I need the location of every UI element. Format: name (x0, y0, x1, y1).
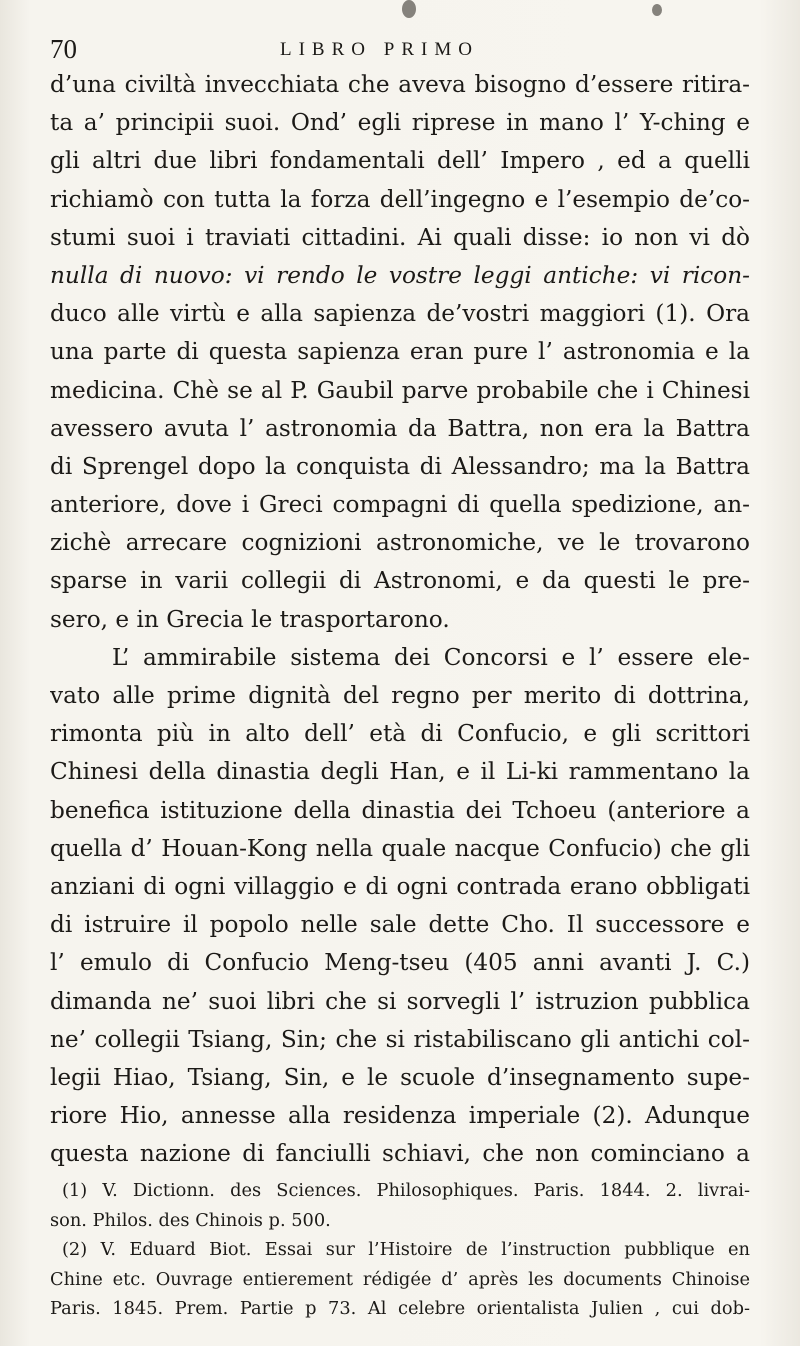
text-line: stumi suoi i traviati cittadini. Ai quali disse: io non vi dò (50, 223, 750, 251)
text-line: zichè arrecare cognizioni astronomiche, ve le trovarono (50, 529, 750, 557)
footnote-line: Chine etc. Ouvrage entierement rédigée d’ après les documents Chinoise (50, 1268, 750, 1290)
text-line: sparse in varii collegii di Astronomi, e da questi le pre- (50, 567, 750, 595)
text-line: sero, e in Grecia le trasportarono. (50, 605, 450, 633)
text-line: ne’ collegii Tsiang, Sin; che si ristabiliscano gli antichi col- (50, 1025, 750, 1053)
text-line: Chinesi della dinastia degli Han, e il Li-ki rammentano la (50, 758, 750, 786)
footnote-line: (2) V. Eduard Biot. Essai sur l’Histoire de l’instruction pubblique en (62, 1239, 750, 1260)
footnotes (50, 1176, 750, 1324)
text-line: di istruire il popolo nelle sale dette Cho. Il successore e (50, 911, 750, 939)
text-line: riore Hio, annesse alla residenza imperiale (2). Adunque (50, 1102, 750, 1130)
footnote-separator (50, 1160, 750, 1161)
text-line: duco alle virtù e alla sapienza de’vostri maggiori (1). Ora (50, 300, 750, 328)
page-number: 70 (50, 34, 77, 64)
text-line: questa nazione di fanciulli schiavi, che non cominciano a (50, 1140, 750, 1168)
main-text (50, 66, 750, 1173)
text-line: benefica istituzione della dinastia dei Tchoeu (anteriore a (50, 796, 750, 824)
text-line: rimonta più in alto dell’ età di Confucio, e gli scrittori (50, 720, 750, 748)
footnote-line: (1) V. Dictionn. des Sciences. Philosophiques. Paris. 1844. 2. livrai- (62, 1180, 750, 1201)
footnote-line: Paris. 1845. Prem. Partie p 73. Al celebre orientalista Julien , cui dob- (50, 1298, 750, 1319)
text-line: d’una civiltà invecchiata che aveva bisogno d’essere ritira- (50, 71, 750, 98)
text-line: una parte di questa sapienza eran pure l’ astronomia e la (50, 338, 750, 366)
text-line: di Sprengel dopo la conquista di Alessandro; ma la Battra (50, 452, 750, 480)
text-line: ta a’ principii suoi. Ond’ egli riprese in mano l’ Y-ching e (50, 109, 750, 137)
text-line: gli altri due libri fondamentali dell’ Impero , ed a quelli (50, 147, 750, 175)
text-line: quella d’ Houan-Kong nella quale nacque Confucio) che gli (50, 834, 750, 862)
ink-smudge (652, 4, 662, 16)
text-line: avessero avuta l’ astronomia da Battra, non era la Battra (50, 414, 750, 442)
footnote-line: son. Philos. des Chinois p. 500. (50, 1209, 331, 1231)
text-line: vato alle prime dignità del regno per merito di dottrina, (50, 682, 750, 709)
running-head: LIBRO PRIMO (280, 39, 479, 60)
text-line: medicina. Chè se al P. Gaubil parve probabile che i Chinesi (50, 376, 750, 404)
text-line: legii Hiao, Tsiang, Sin, e le scuole d’insegnamento supe- (50, 1063, 750, 1091)
text-line: richiamò con tutta la forza dell’ingegno e l’esempio de’co- (50, 185, 750, 213)
text-line: nulla di nuovo: vi rendo le vostre leggi antiche: vi ricon- (50, 261, 750, 289)
text-line: dimanda ne’ suoi libri che si sorvegli l’ istruzion pubblica (50, 987, 750, 1015)
text-line: anziani di ogni villaggio e di ogni contrada erano obbligati (50, 872, 750, 900)
text-line: anteriore, dove i Greci compagni di quella spedizione, an- (50, 491, 750, 519)
ink-smudge (402, 0, 416, 18)
text-line: l’ emulo di Confucio Meng-tseu (405 anni avanti J. C.) (50, 949, 750, 977)
paragraph-start-line: L’ ammirabile sistema dei Concorsi e l’ essere ele- (112, 643, 750, 671)
page-header (50, 30, 750, 70)
